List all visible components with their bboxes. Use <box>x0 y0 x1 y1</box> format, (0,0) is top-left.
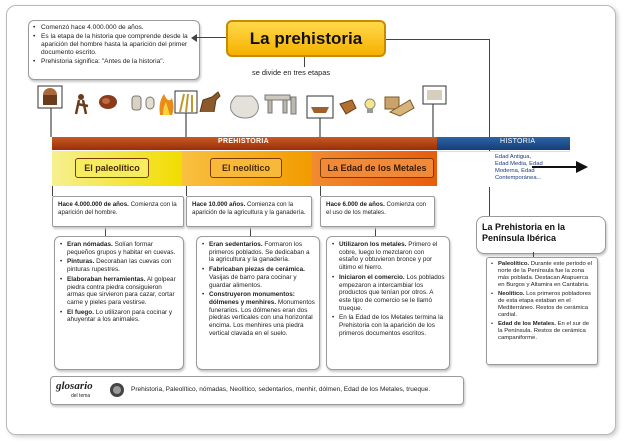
glosario-icon <box>109 382 125 398</box>
list-item: • Eran nómadas. Solían formar pequeños grupos y habitar en cuevas. <box>59 241 179 256</box>
caveman-icon <box>38 86 62 108</box>
subtitle: se divide en tres etapas <box>252 68 331 77</box>
connector-neo-2 <box>250 226 251 236</box>
fire-icon <box>160 94 174 115</box>
primitive-man-icon <box>76 94 88 114</box>
arrow-left-icon <box>191 34 197 42</box>
era-label-metales: La Edad de los Metales <box>320 158 434 178</box>
scroll-document-icon <box>423 86 446 104</box>
paleolitico-list-box <box>54 236 184 370</box>
glosario-label: glosario <box>56 380 93 392</box>
neolitico-summary-rest: Comienza con la aparición de la agricultura y la ganadería. <box>192 201 306 216</box>
intro-item: • Prehistoria significa: "Antes de la historia". <box>33 58 195 66</box>
neolitico-list-box <box>196 236 320 370</box>
list-item: • Iniciaron el comercio. Los poblados empezaron a intercambiar los productos que tenían por otros. A este tipo de comercio se le llamó trueque. <box>331 274 445 313</box>
vessel-icon <box>340 100 356 114</box>
intro-box <box>28 20 200 80</box>
paleolitico-summary <box>52 196 184 227</box>
trade-goods-icon <box>385 97 414 116</box>
list-item: • Eran sedentarios. Formaron los primeros poblados. Se dedicaban a la agricultura y la ganadería. <box>201 241 315 264</box>
ox-cart-icon <box>307 96 333 118</box>
connector-title-right <box>383 39 489 40</box>
glosario-box <box>50 376 464 405</box>
wheat-icon <box>175 91 197 113</box>
icons-row <box>0 82 623 142</box>
glosario-sublabel: del tema <box>71 393 91 399</box>
connector-metal-2 <box>375 226 376 236</box>
iberica-title-box <box>476 216 606 254</box>
page-title: La prehistoria <box>226 20 386 57</box>
connector-metal <box>320 186 321 196</box>
glosario-terms: Prehistoria, Paleolítico, nómadas, Neolítico, sedentarios, menhir, dólmen, Edad de los Metales, trueque. <box>131 386 431 393</box>
list-item: • Neolítico. Los primeros pobladores de esta etapa estaban en el Mediterráneo. Restos de cerámica cardial. <box>490 291 594 319</box>
metales-summary <box>320 196 435 227</box>
horse-icon <box>200 92 220 112</box>
list-item: • En la Edad de los Metales termina la Prehistoria con la aparición de los primeros documentos escritos. <box>331 314 445 337</box>
era-label-paleolitico: El paleolítico <box>75 158 149 178</box>
list-item: • Edad de los Metales. En el sur de la Península. Restos de cerámica campaniforme. <box>490 321 594 342</box>
metales-summary-rest: Comienza con el uso de los metales. <box>326 201 427 216</box>
prehistoria-label: PREHISTORIA <box>218 138 270 145</box>
neolitico-summary <box>186 196 312 227</box>
metales-summary-bold: Hace 6.000 de años. <box>326 201 385 208</box>
cave-painting-icon <box>99 95 117 109</box>
connector-paleo <box>52 186 53 196</box>
list-item: • Paleolítico. Durante este periodo el norte de la Península fue la zona más poblada. Destacan Atapuerca en Burgos y Altamira en Cantabria. <box>490 261 594 289</box>
intro-item: • Comenzó hace 4.000.000 de años. <box>33 24 195 32</box>
list-item: • El fuego. Lo utilizaron para cocinar y ahuyentar a los animales. <box>59 309 179 324</box>
connector-title-intro <box>197 37 226 38</box>
connector-paleo-2 <box>105 226 106 236</box>
arrow-right-icon <box>576 161 588 173</box>
pottery-vessel-icon <box>231 96 259 118</box>
list-item: • Construyeron monumentos: dólmenes y menhires. Monumentos funerarios. Los dólmenes eran dos piedras verticales con una horizontal encima. Los menhires una piedra vertical clavada en el suelo. <box>201 291 315 337</box>
historia-label: HISTORIA <box>500 138 536 145</box>
metales-list-box <box>326 236 450 370</box>
list-item: • Elaboraban herramientas. Al golpear piedra contra piedra consiguieron armas que sirvieron para cazar, cortar carne y pieles para vestirse. <box>59 276 179 307</box>
intro-item: • Es la etapa de la historia que comprende desde la aparición del hombre hasta la aparición del primer documento escrito. <box>33 33 195 57</box>
iberica-title: La Prehistoria en la Península Ibérica <box>482 222 566 243</box>
era-label-neolitico: El neolítico <box>210 158 282 178</box>
connector-neo <box>186 186 187 196</box>
bone-tools-icon <box>132 96 154 110</box>
list-item: • Pinturas. Decoraban las cuevas con pinturas rupestres. <box>59 258 179 273</box>
historia-text: Edad Antigua, Edad Media, Edad Moderna, Edad Contemporánea... <box>495 154 543 181</box>
paleolitico-summary-rest: Comienza con la aparición del hombre. <box>58 201 177 216</box>
iberica-list-box <box>486 257 598 365</box>
neolitico-summary-bold: Hace 10.000 años. <box>192 201 246 208</box>
dolmen-icon <box>265 95 296 114</box>
paleolitico-summary-bold: Hace 4.000.000 de años. <box>58 201 129 208</box>
list-item: • Fabricaban piezas de cerámica. Vasijas de barro para cocinar y guardar alimentos. <box>201 266 315 289</box>
bulb-icon <box>365 99 375 113</box>
list-item: • Utilizaron los metales. Primero el cobre, luego lo mezclaron con estaño y obtuvieron bronce y por último el hierro. <box>331 241 445 272</box>
intro-list <box>33 24 195 66</box>
